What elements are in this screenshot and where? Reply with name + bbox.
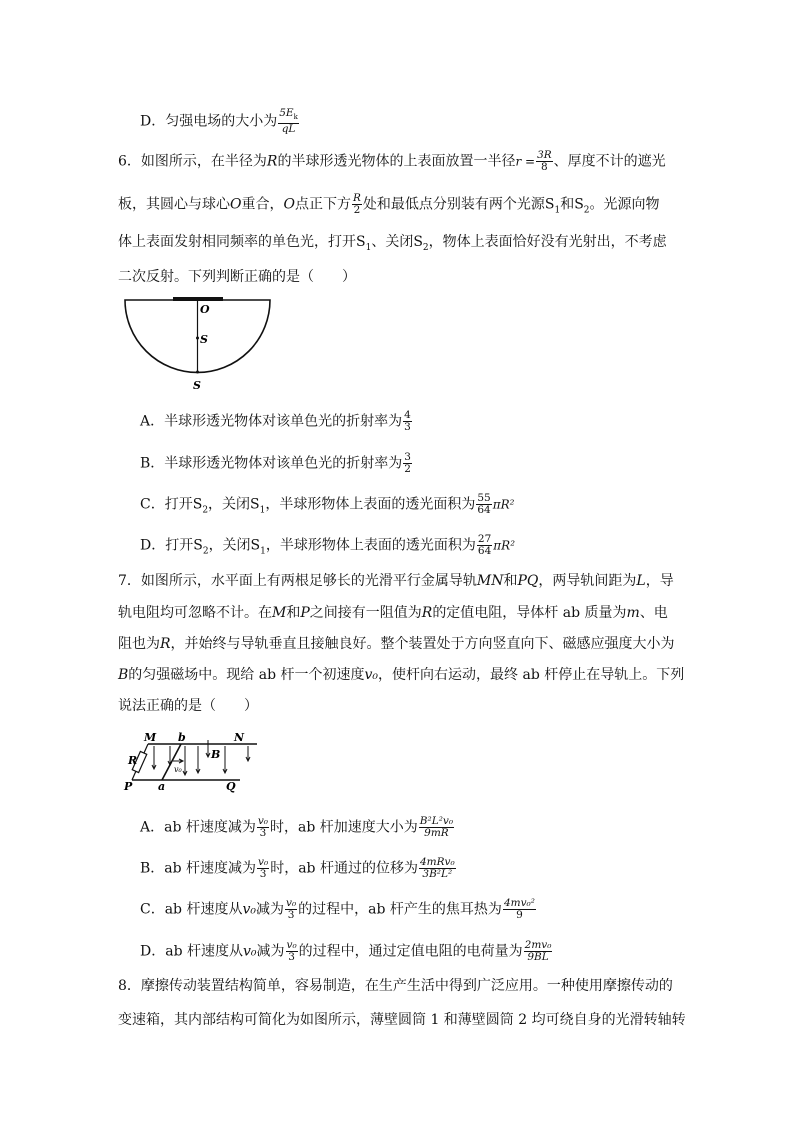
label-v0: v₀ bbox=[174, 765, 182, 774]
fraction bbox=[278, 108, 299, 135]
label-s2: S bbox=[193, 379, 201, 392]
fraction: $\frac{27}{64}$ bbox=[477, 533, 492, 557]
label-n: N bbox=[234, 731, 245, 744]
label-m: M bbox=[144, 731, 157, 744]
fraction: $\frac{\text{B²L²v₀}}{9mR}$ bbox=[419, 815, 454, 839]
fraction: $\frac{4}{3}$ bbox=[404, 409, 411, 433]
q6-option-c: C．打开$S_2$，关闭$S_1$，半球形物体上表面的透光面积为 $\frac{55}{64}$ πR² bbox=[140, 492, 515, 516]
fraction: $\frac{\text{v₀}}{3}$ bbox=[258, 856, 269, 880]
q6-option-b: B．半球形透光物体对该单色光的折射率为 $\frac{3}{2}$ bbox=[140, 451, 411, 475]
light-source-s2 bbox=[196, 371, 199, 374]
q8-stem-line-1: 8．摩擦传动装置结构简单，容易制造，在生产生活中得到广泛应用。一种使用摩擦传动的 bbox=[118, 978, 673, 994]
label-field-b: B bbox=[211, 748, 221, 761]
q7-stem-line-2: 轨电阻均可忽略不计。在M和P之间接有一阻值为R的定值电阻，导体杆 ab 质量为m、电 bbox=[118, 605, 668, 621]
q6-stem-line-3: 体上表面发射相同频率的单色光，打开$S_1$、关闭$S_2$，物体上表面恰好没有光射出，不考虑 bbox=[118, 234, 667, 253]
q7-option-b: B．ab 杆速度减为 $\frac{\text{v₀}}{3}$ 时，ab 杆通过的位移为 $\frac{\text{4mRv₀}}{\text{3B²L²}}$ bbox=[140, 856, 455, 880]
fraction: $\frac{55}{64}$ bbox=[477, 492, 491, 516]
label-q: Q bbox=[226, 780, 236, 793]
q6-stem-line-4: 二次反射。下列判断正确的是（ ） bbox=[118, 269, 356, 285]
q7-option-a: A．ab 杆速度减为 $\frac{\text{v₀}}{3}$ 时，ab 杆加速度大小为 $\frac{\text{B²L²v₀}}{9mR}$ bbox=[140, 815, 454, 839]
q7-stem-line-4: B的匀强磁场中。现给 ab 杆一个初速度v₀，使杆向右运动，最终 ab 杆停止在导轨上。下列 bbox=[118, 667, 685, 683]
fraction: $\frac{R}{2}$ bbox=[352, 192, 361, 216]
q7-stem-line-1: 7．如图所示，水平面上有两根足够长的光滑平行金属导轨MN和PQ，两导轨间距为L，导 bbox=[118, 573, 674, 589]
label-r: R bbox=[128, 754, 138, 767]
q7-option-d: D．ab 杆速度从v₀减为 $\frac{\text{v₀}}{3}$ 的过程中，通过定值电阻的电荷量为 $\frac{\text{2mv₀}}{9BL}$ bbox=[140, 939, 552, 963]
fraction: $\frac{3R}{8}$ bbox=[537, 149, 552, 173]
q5-option-d bbox=[140, 108, 300, 135]
fraction-numerator: $5E_k$ bbox=[278, 108, 299, 124]
q6-stem-line-2: 板，其圆心与球心O重合，O点正下方 $\frac{R}{2}$ 处和最低点分别装有两个光源$S_1$和$S_2$。光源向物 bbox=[118, 192, 660, 216]
q7-stem-line-5: 说法正确的是（ ） bbox=[118, 698, 258, 714]
label-b: b bbox=[178, 731, 186, 744]
fraction-denominator: qL bbox=[281, 123, 296, 136]
fraction: $\frac{\text{v₀}}{3}$ bbox=[286, 897, 297, 921]
label-s1: S bbox=[200, 333, 208, 346]
label-a: a bbox=[158, 780, 166, 793]
option-text: D．匀强电场的大小为 bbox=[140, 113, 278, 130]
fraction: $\frac{\text{2mv₀}}{9BL}$ bbox=[524, 939, 552, 963]
fraction: $\frac{\text{4mv₀²}}{9}$ bbox=[503, 897, 535, 921]
q6-stem-line-1: 6．如图所示，在半径为R的半球形透光物体的上表面放置一半径r = $\frac{3R}{8}$ 、厚度不计的遮光 bbox=[118, 149, 666, 173]
label-o: O bbox=[200, 303, 210, 316]
hemisphere-figure bbox=[118, 290, 278, 395]
q7-option-c: C．ab 杆速度从v₀减为 $\frac{\text{v₀}}{3}$ 的过程中，ab 杆产生的焦耳热为 $\frac{\text{4mv₀²}}{9}$ bbox=[140, 897, 535, 921]
q6-option-a: A．半球形透光物体对该单色光的折射率为 $\frac{4}{3}$ bbox=[140, 409, 411, 433]
fraction: $\frac{\text{v₀}}{3}$ bbox=[286, 939, 297, 963]
fraction: $\frac{\text{v₀}}{3}$ bbox=[257, 815, 269, 839]
fraction: $\frac{\text{4mRv₀}}{\text{3B²L²}}$ bbox=[419, 856, 455, 880]
rails-figure bbox=[122, 728, 262, 794]
q7-stem-line-3: 阻也为R，并始终与导轨垂直且接触良好。整个装置处于方向竖直向下、磁感应强度大小为 bbox=[118, 636, 675, 652]
label-p: P bbox=[124, 780, 133, 793]
q8-stem-line-2: 变速箱，其内部结构可简化为如图所示，薄壁圆筒 1 和薄壁圆筒 2 均可绕自身的光滑转轴转 bbox=[118, 1012, 686, 1028]
fraction: $\frac{3}{2}$ bbox=[404, 451, 411, 475]
q6-option-d: D．打开$S_2$，关闭$S_1$，半球形物体上表面的透光面积为 $\frac{27}{64}$ πR² bbox=[140, 533, 515, 557]
light-source-s1 bbox=[196, 337, 199, 340]
